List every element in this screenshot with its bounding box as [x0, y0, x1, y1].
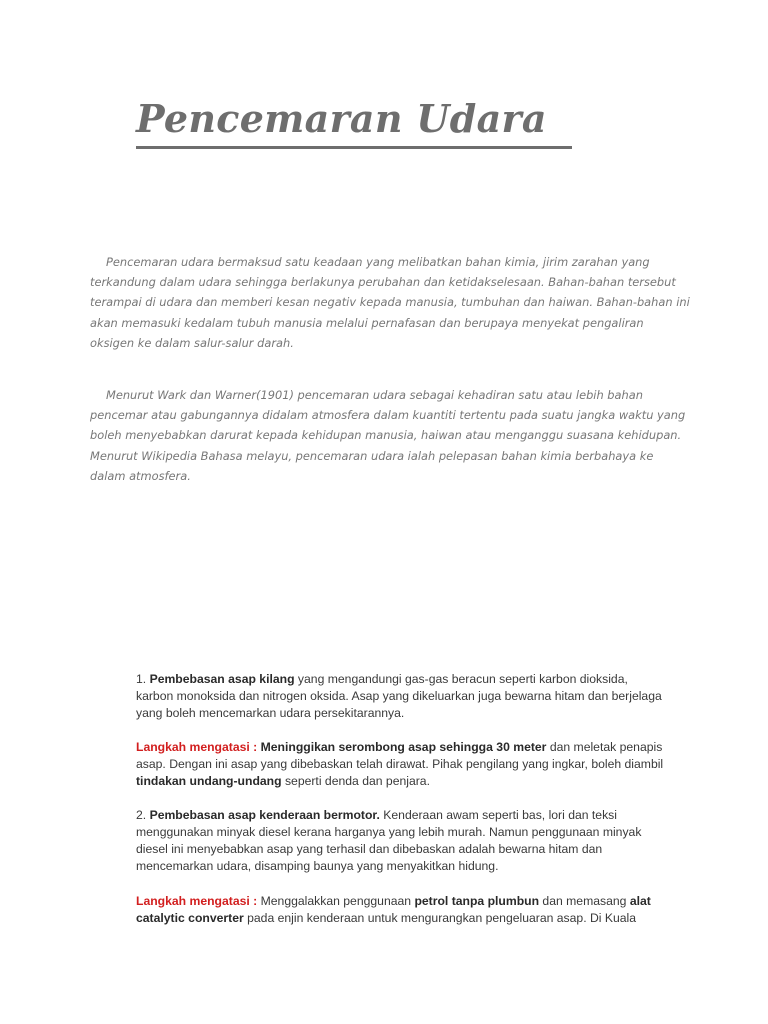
cause-item-1 [136, 671, 668, 722]
intro-paragraph-1: Pencemaran udara bermaksud satu keadaan yang melibatkan bahan kimia, jirim zarahan yang terkandung dalam udara sehingga berlakunya perubahan dan ketidakselesaan. Bahan-bahan tersebut terampai di udara dan memberi kesan negativ kepada manusia, tumbuhan dan haiwan. Bahan-bahan ini akan memasuki kedalam tubuh manusia melalui pernafasan dan berupaya menyekat pengaliran oksigen ke dalam salur-salur darah. [90, 255, 690, 350]
solution-text: dan memasang [539, 894, 630, 908]
title-underline [136, 146, 572, 149]
item-text: Kenderaan awam seperti bas, lori dan teksi menggunakan minyak diesel kerana harganya yang lebih murah. Namun penggunaan minyak diesel ini menyebabkan asap yang terhasil dan dibebaskan adalah bewarna hitam dan mencemarkan udara, disamping baunya yang menyakitkan hidung. [136, 808, 642, 873]
solution-text: Menggalakkan penggunaan [257, 894, 415, 908]
document-title: Pencemaran Udara [136, 96, 547, 141]
solution-bold-text: Meninggikan serombong asap sehingga 30 meter [260, 740, 547, 754]
item-text: yang mengandungi gas-gas beracun seperti karbon dioksida, karbon monoksida dan nitrogen oksida. Asap yang dikeluarkan juga bewarna hitam dan berjelaga yang boleh mencemarkan udara persekitarannya. [136, 672, 662, 720]
solution-text: dan meletak penapis asap. Dengan ini asap yang dibebaskan telah dirawat. Pihak pengilang yang ingkar, boleh diambil [136, 740, 664, 771]
solution-bold-text: alat catalytic converter [136, 894, 651, 925]
solution-text: pada enjin kenderaan untuk mengurangkan pengeluaran asap. Di Kuala [243, 911, 637, 925]
solution-bold-text: tindakan undang-undang [136, 774, 282, 788]
item-number: 1. [136, 672, 147, 686]
intro-paragraph-2: Menurut Wark dan Warner(1901) pencemaran udara sebagai kehadiran satu atau lebih bahan pencemar atau gabungannya didalam atmosfera dalam kuantiti tertentu pada suatu jangka waktu yang boleh menyebabkan darurat kepada kehidupan manusia, haiwan atau menganggu suasana kehidupan. Menurut Wikipedia Bahasa melayu, pencemaran udara ialah pelepasan bahan kimia berbahaya ke dalam atmosfera. [90, 388, 686, 483]
solution-item-1 [136, 739, 668, 790]
item-heading: Pembebasan asap kenderaan bermotor. [149, 808, 380, 822]
solution-text: seperti denda dan penjara. [281, 774, 430, 788]
solution-label: Langkah mengatasi : [136, 740, 258, 754]
cause-item-2 [136, 807, 668, 875]
solution-label: Langkah mengatasi : [136, 894, 258, 908]
solution-bold-text: petrol tanpa plumbun [414, 894, 540, 908]
item-number: 2. [136, 808, 147, 822]
solution-item-2 [136, 893, 668, 927]
item-heading: Pembebasan asap kilang [149, 672, 295, 686]
